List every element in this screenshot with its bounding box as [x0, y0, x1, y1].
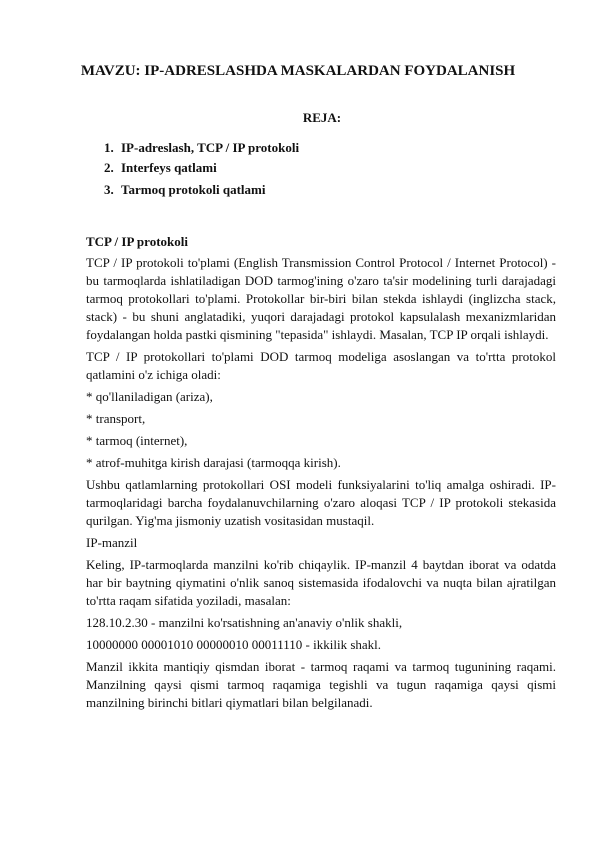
paragraph: Keling, IP-tarmoqlarda manzilni ko'rib chiqaylik. IP-manzil 4 baytdan iborat va odatda har bir baytning qiymatini o'nlik sanoq sistemasida ifodalovchi va nuqta bilan ajratilgan to'rtta raqam sifatida yoziladi, masalan: — [86, 557, 556, 608]
document-body — [86, 233, 556, 716]
plan-item — [104, 140, 299, 160]
plan-item-number: 3. — [104, 182, 114, 197]
plan-item — [104, 182, 299, 202]
paragraph: 128.10.2.30 - manzilni ko'rsatishning an'anaviy o'nlik shakli, — [86, 615, 403, 630]
plan-item-text: IP-adreslash, TCP / IP protokoli — [121, 140, 300, 155]
plan-item-number: 1. — [104, 140, 114, 155]
plan-item-number: 2. — [104, 160, 114, 175]
plan-heading: REJA: — [302, 110, 342, 125]
paragraph: 10000000 00001010 00000010 00011110 - ikkilik shakl. — [86, 637, 382, 652]
paragraph: TCP / IP protokoli to'plami (English Transmission Control Protocol / Internet Protocol) - bu tarmoqlarda ishlatiladigan DOD tarmog'ining o'zaro ta'sir modelining turli darajadagi tarmoq protokollari to'plami. Protokollar bir-biri bilan stekda ishlaydi (inglizcha stack, stack) - bu shuni anglatadiki, yuqori darajadagi protokol kapsulalash mexanizmlaridan foydalangan holda pastki qismining "tepasida" ishlaydi. Masalan, TCP IP orqali ishlaydi. — [86, 255, 556, 342]
paragraph: TCP / IP protokollari to'plami DOD tarmoq modeliga asoslangan va to'rtta protokol qatlamini o'z ichiga oladi: — [86, 349, 556, 382]
paragraph: Manzil ikkita mantiqiy qismdan iborat - tarmoq raqami va tarmoq tugunining raqami. Manzilning qaysi qismi tarmoq raqamiga tegishli va tugun raqamiga qaysi qismi manzilning birinchi bitlari qiymatlari bilan belgilanadi. — [86, 659, 556, 710]
list-item: * atrof-muhitga kirish darajasi (tarmoqqa kirish). — [86, 455, 341, 470]
subsection-label: IP-manzil — [86, 535, 138, 550]
document-title: MAVZU: IP-ADRESLASHDA MASKALARDAN FOYDALANISH — [80, 63, 516, 79]
section-heading: TCP / IP protokoli — [86, 234, 188, 249]
plan-item-text: Tarmoq protokoli qatlami — [121, 182, 266, 197]
plan-list — [104, 140, 299, 202]
plan-item-text: Interfeys qatlami — [121, 160, 217, 175]
paragraph: Ushbu qatlamlarning protokollari OSI modeli funksiyalarini to'liq amalga oshiradi. IP-tarmoqlaridagi barcha foydalanuvchilarning o'zaro aloqasi TCP / IP protokoli stekasida qurilgan. Yig'ma jismoniy uzatish vositasidan mustaqil. — [86, 477, 556, 528]
list-item: * qo'llaniladigan (ariza), — [86, 389, 213, 404]
list-item: * transport, — [86, 411, 146, 426]
plan-item — [104, 160, 299, 180]
list-item: * tarmoq (internet), — [86, 433, 188, 448]
